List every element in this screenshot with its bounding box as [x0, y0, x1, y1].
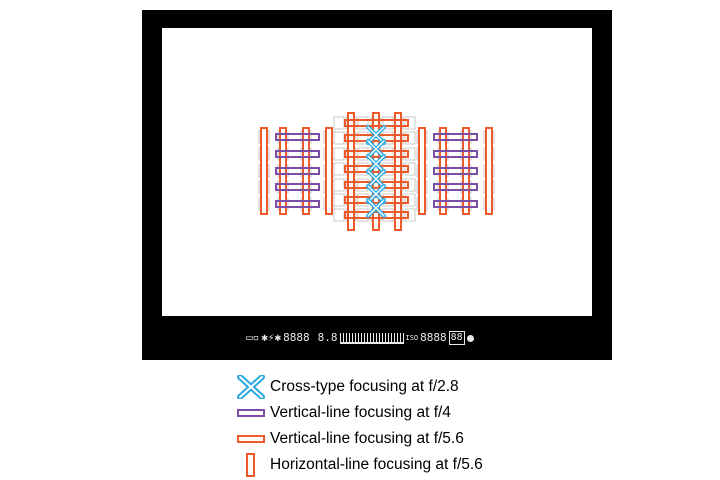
vertical-f56-icon: [236, 427, 266, 451]
legend-item-horizontal-f56: [236, 452, 483, 478]
aperture-readout: 8.8: [317, 331, 338, 344]
focus-confirm-icon: [467, 335, 474, 342]
cross-type-icon: [236, 375, 266, 399]
legend: [236, 374, 483, 478]
horizontal-f56-icon: [236, 453, 266, 477]
legend-label: Vertical-line focusing at f/5.6: [270, 430, 464, 447]
shutter-readout: 8888: [283, 331, 310, 344]
flash-icon: ✱⚡✱: [261, 331, 282, 344]
vertical-f4-icon: [236, 401, 266, 425]
exposure-scale: [340, 333, 404, 344]
legend-item-cross-type: [236, 374, 483, 400]
frames-remaining: 88: [450, 332, 463, 343]
legend-label: Vertical-line focusing at f/4: [270, 404, 451, 421]
legend-item-vertical-f4: [236, 400, 483, 426]
iso-badge: ISO: [405, 334, 419, 342]
viewfinder-info-bar: [246, 330, 474, 346]
iso-readout: 8888: [420, 331, 447, 344]
legend-item-vertical-f56: [236, 426, 483, 452]
legend-label: Cross-type focusing at f/2.8: [270, 378, 459, 395]
viewfinder-screen: [162, 28, 592, 316]
legend-label: Horizontal-line focusing at f/5.6: [270, 456, 483, 473]
battery-icon: ▭▫: [246, 331, 260, 344]
